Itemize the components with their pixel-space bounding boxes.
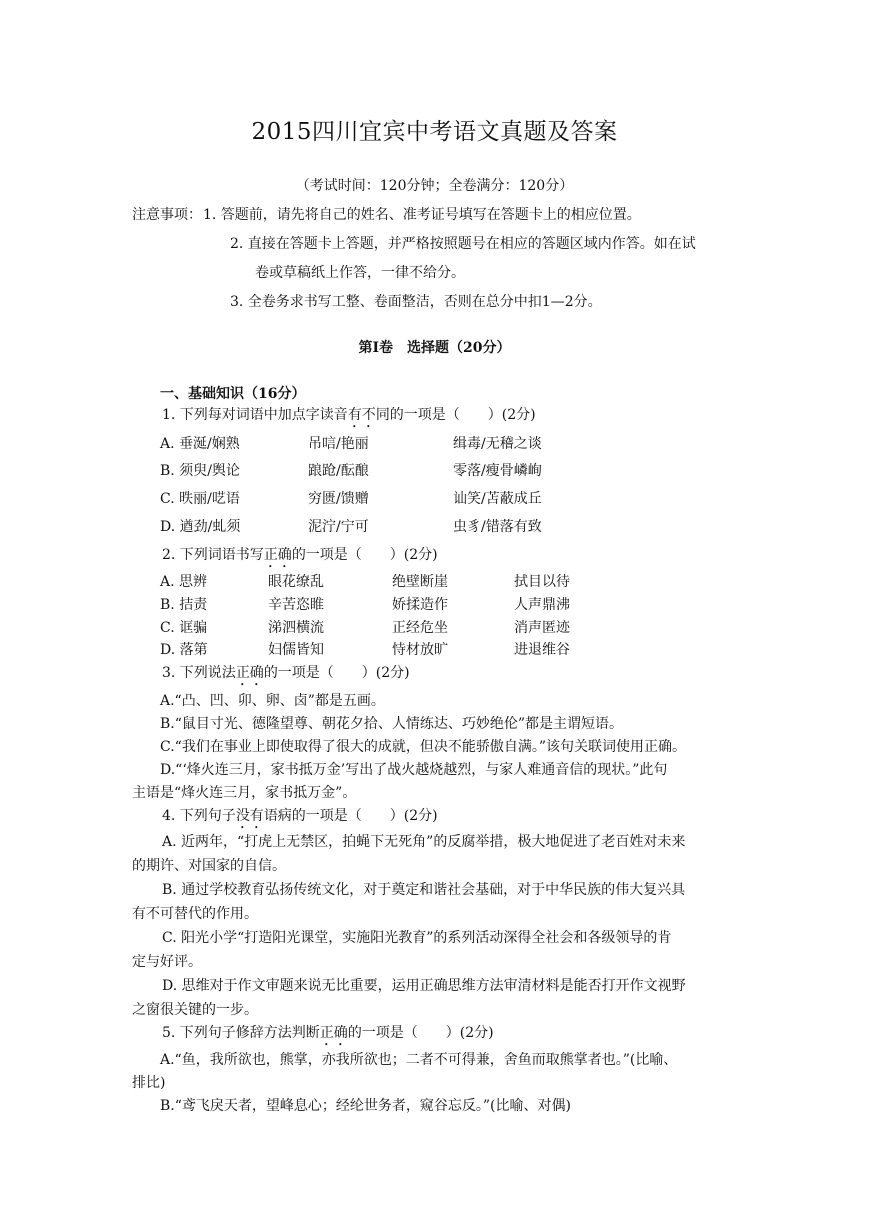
q4-option-b-line-2: 有不可替代的作用。: [132, 906, 258, 922]
q1-option-d-col3: 虫豸/错落有致: [453, 519, 542, 535]
q3-option-a: A.“凸、凹、卯、卵、卤”都是五画。: [160, 693, 385, 709]
exam-info: （考试时间：120分钟；全卷满分：120分）: [295, 178, 574, 194]
question-4-stem-a: 4. 下列句子: [162, 808, 236, 824]
question-3-stem-b: 的一项是（ ）(2分): [263, 665, 410, 681]
question-2-stem-a: 2. 下列词语书写: [162, 547, 264, 563]
q1-option-c-col3: 讪笑/苫蔽成丘: [453, 491, 542, 507]
notes-label: 注意事项：: [132, 207, 202, 223]
part-title: 第Ⅰ卷 选择题（20分）: [358, 340, 511, 356]
question-3-stem: [162, 663, 410, 689]
q4-option-c-line-2: 定与好评。: [132, 954, 202, 970]
q3-option-b: B.“鼠目寸光、德隆望尊、朝花夕拾、人情练达、巧妙绝伦”都是主谓短语。: [160, 716, 624, 732]
q2-option-c-col3: 正经危坐: [392, 620, 448, 636]
q1-option-b-col3: 零落/瘦骨嶙峋: [453, 463, 542, 479]
question-2-stem-emphasis: 正确: [263, 547, 292, 563]
q4-option-b-line-1: B. 通过学校教育弘扬传统文化，对于奠定和谐社会基础，对于中华民族的伟大复兴具: [162, 882, 686, 898]
q2-option-a-col1: A. 思辨: [160, 574, 208, 590]
q2-option-d-col3: 恃材放旷: [392, 642, 448, 658]
question-5-stem-emphasis: 正确: [319, 1025, 348, 1041]
q2-option-d-col2: 妇儒皆知: [268, 642, 324, 658]
q4-option-c-line-1: C. 阳光小学“打造阳光课堂，实施阳光教育”的系列活动深得全社会和各级领导的肯: [162, 930, 672, 946]
q2-option-b-col2: 辛苦恣睢: [268, 597, 324, 613]
question-2-stem: [162, 545, 438, 571]
q1-option-d-col2: 泥泞/宁可: [308, 519, 369, 535]
q4-option-d-line-1: D. 思维对于作文审题来说无比重要，运用正确思维方法审清材料是能否打开作文视野: [162, 978, 686, 994]
q1-option-a-col3: 缉毒/无稽之谈: [453, 436, 542, 452]
question-5-stem: [162, 1023, 494, 1049]
question-4-stem-emphasis: 没有: [235, 808, 264, 824]
question-4-stem-b: 语病的一项是（ ）(2分): [263, 808, 438, 824]
document-title: 2015四川宜宾中考语文真题及答案: [251, 119, 618, 145]
question-1-stem-a: 1. 下列每对词语中加点字读音: [162, 407, 348, 423]
q5-option-b: B.“鸢飞戾天者，望峰息心；经纶世务者，窥谷忘反。”(比喻、对偶): [160, 1098, 571, 1114]
q2-option-a-col3: 绝壁断崖: [392, 574, 448, 590]
note-2-line-2: 卷或草稿纸上作答，一律不给分。: [255, 265, 465, 281]
q2-option-b-col3: 娇揉造作: [392, 597, 448, 613]
q4-option-d-line-2: 之窗很关键的一步。: [132, 1002, 258, 1018]
note-1: 1. 答题前，请先将自己的姓名、准考证号填写在答题卡上的相应位置。: [203, 207, 641, 223]
question-4-stem: [162, 806, 438, 832]
q2-option-c-col2: 涕泗横流: [268, 620, 324, 636]
q2-option-b-col4: 人声鼎沸: [514, 597, 570, 613]
q5-option-a-line-2: 排比): [132, 1075, 166, 1091]
note-3: 3. 全卷务求书写工整、卷面整洁，否则在总分中扣1—2分。: [230, 294, 602, 310]
q3-option-c: C.“我们在事业上即使取得了很大的成就，但决不能骄傲自满。”该句关联词使用正确。: [160, 739, 686, 755]
q3-option-d-line-1: D.“‘烽火连三月，家书抵万金’写出了战火越烧越烈，与家人难通音信的现状。”此句: [160, 762, 668, 778]
question-5-stem-a: 5. 下列句子修辞方法判断: [162, 1025, 320, 1041]
q4-option-a-line-1: A. 近两年，“打虎上无禁区，拍蝇下无死角”的反腐举措，极大地促进了老百姓对未来: [162, 834, 686, 850]
q1-option-a-col1: A. 垂涎/娴熟: [160, 436, 240, 452]
q2-option-c-col4: 消声匿迹: [514, 620, 570, 636]
q2-option-a-col2: 眼花缭乱: [268, 574, 324, 590]
q2-option-a-col4: 拭目以待: [514, 574, 570, 590]
question-1-stem: [162, 405, 536, 431]
q2-option-b-col1: B. 拮责: [160, 597, 208, 613]
q1-option-b-col2: 踉跄/酝酿: [308, 463, 369, 479]
q1-option-d-col1: D. 遒劲/虬须: [160, 519, 241, 535]
q5-option-a-line-1: A.“鱼，我所欲也，熊掌，亦我所欲也；二者不可得兼，舍鱼而取熊掌者也。”(比喻、: [160, 1052, 678, 1068]
q1-option-c-col2: 穷匮/馈赠: [308, 491, 369, 507]
question-1-stem-emphasis: 有不: [347, 407, 376, 423]
q1-option-c-col1: C. 昳丽/呓语: [160, 491, 240, 507]
question-1-stem-b: 同的一项是（ ）(2分): [375, 407, 536, 423]
question-5-stem-b: 的一项是（ ）(2分): [347, 1025, 494, 1041]
q2-option-d-col4: 进退维谷: [514, 642, 570, 658]
section-title: 一、基础知识（16分）: [160, 386, 306, 402]
q1-option-b-col1: B. 须臾/舆论: [160, 463, 240, 479]
q2-option-c-col1: C. 诓骗: [160, 620, 208, 636]
q4-option-a-line-2: 的期许、对国家的自信。: [132, 858, 286, 874]
question-3-stem-a: 3. 下列说法: [162, 665, 236, 681]
q2-option-d-col1: D. 落第: [160, 642, 208, 658]
question-2-stem-b: 的一项是（ ）(2分): [291, 547, 438, 563]
q3-option-d-line-2: 主语是“烽火连三月，家书抵万金”。: [132, 785, 357, 801]
q1-option-a-col2: 吊唁/艳丽: [308, 436, 369, 452]
question-3-stem-emphasis: 正确: [235, 665, 264, 681]
note-2-line-1: 2. 直接在答题卡上答题，并严格按照题号在相应的答题区域内作答。如在试: [230, 236, 696, 252]
